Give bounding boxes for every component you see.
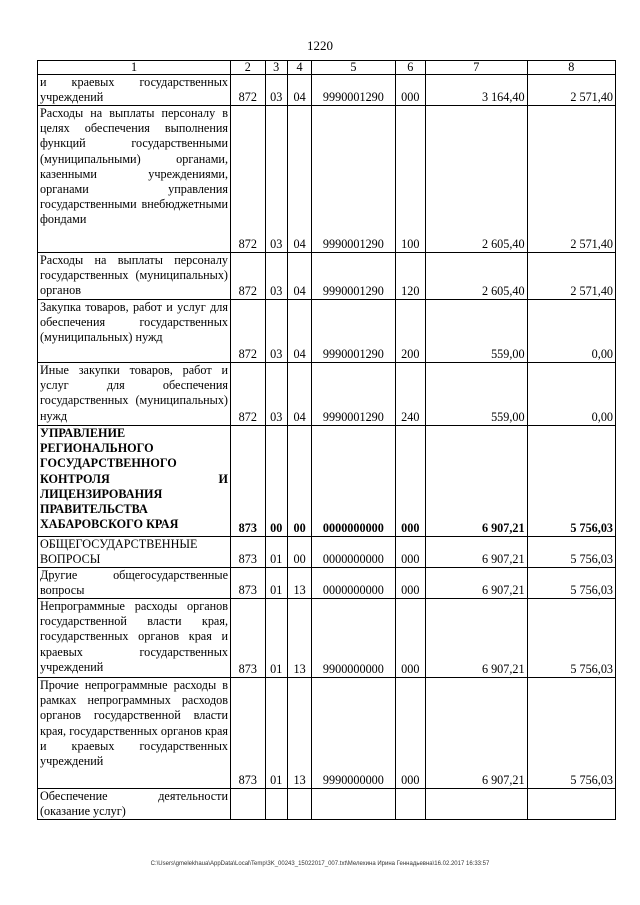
amount-plan: 559,00 xyxy=(426,363,528,426)
ministry-code: 872 xyxy=(231,253,266,300)
target-article-code: 9990001290 xyxy=(312,253,395,300)
section-code: 03 xyxy=(265,300,287,363)
table-row xyxy=(38,300,616,363)
table-row xyxy=(38,678,616,789)
section-code: 01 xyxy=(265,599,287,678)
expense-type-code: 120 xyxy=(395,253,425,300)
table-row xyxy=(38,789,616,820)
header-cell: 5 xyxy=(312,61,395,75)
target-article-code: 0000000000 xyxy=(312,537,395,568)
expense-type-code: 100 xyxy=(395,106,425,253)
table-row xyxy=(38,599,616,678)
header-cell: 7 xyxy=(426,61,528,75)
target-article-code: 9990001290 xyxy=(312,75,395,106)
row-name: Прочие непрограммные расходы в рамках непрограммных расходов органов государственной власти края, государственных органов края и краевых государственных учреждений xyxy=(38,678,231,789)
ministry-code: 872 xyxy=(231,363,266,426)
target-article-code: 9900000000 xyxy=(312,599,395,678)
amount-actual: 2 571,40 xyxy=(527,106,615,253)
ministry-code: 873 xyxy=(231,568,266,599)
section-code: 01 xyxy=(265,568,287,599)
section-code: 00 xyxy=(265,426,287,537)
header-cell: 3 xyxy=(265,61,287,75)
amount-plan: 3 164,40 xyxy=(426,75,528,106)
table-row xyxy=(38,537,616,568)
amount-actual: 5 756,03 xyxy=(527,568,615,599)
row-name: Непрограммные расходы органов государственной власти края, государственных органов края и краевых государственных учреждений xyxy=(38,599,231,678)
subsection-code: 04 xyxy=(287,75,311,106)
subsection-code: 13 xyxy=(287,599,311,678)
amount-actual xyxy=(527,789,615,820)
expense-type-code: 240 xyxy=(395,363,425,426)
row-name: Обеспечение деятельности (оказание услуг) xyxy=(38,789,231,820)
ministry-code: 873 xyxy=(231,426,266,537)
ministry-code: 873 xyxy=(231,599,266,678)
table-row xyxy=(38,253,616,300)
row-name: Иные закупки товаров, работ и услуг для обеспечения государственных (муниципальных) нужд xyxy=(38,363,231,426)
target-article-code: 9990001290 xyxy=(312,363,395,426)
row-name: и краевых государственных учреждений xyxy=(38,75,231,106)
row-name: ОБЩЕГОСУДАРСТВЕННЫЕ ВОПРОСЫ xyxy=(38,537,231,568)
ministry-code: 872 xyxy=(231,106,266,253)
amount-plan: 559,00 xyxy=(426,300,528,363)
ministry-code: 873 xyxy=(231,537,266,568)
ministry-code xyxy=(231,789,266,820)
amount-actual: 5 756,03 xyxy=(527,678,615,789)
amount-actual: 0,00 xyxy=(527,363,615,426)
expense-type-code: 200 xyxy=(395,300,425,363)
table-row xyxy=(38,75,616,106)
expense-type-code: 000 xyxy=(395,426,425,537)
budget-table xyxy=(37,60,616,820)
target-article-code xyxy=(312,789,395,820)
table-row xyxy=(38,568,616,599)
subsection-code: 13 xyxy=(287,678,311,789)
subsection-code: 00 xyxy=(287,426,311,537)
table-row xyxy=(38,106,616,253)
section-code: 03 xyxy=(265,253,287,300)
row-name: Другие общегосударственные вопросы xyxy=(38,568,231,599)
header-cell: 6 xyxy=(395,61,425,75)
expense-type-code: 000 xyxy=(395,568,425,599)
header-cell: 4 xyxy=(287,61,311,75)
amount-actual: 5 756,03 xyxy=(527,426,615,537)
page-number: 1220 xyxy=(307,38,333,53)
row-name: Расходы на выплаты персоналу в целях обеспечения выполнения функций государственными (муниципальными) органами, казенными учреждениями, органами управления государственными внебюджетными фондами xyxy=(38,106,231,253)
ministry-code: 872 xyxy=(231,300,266,363)
expense-type-code: 000 xyxy=(395,599,425,678)
ministry-code: 873 xyxy=(231,678,266,789)
amount-actual: 2 571,40 xyxy=(527,253,615,300)
amount-plan xyxy=(426,789,528,820)
file-path-footer: C:\Users\gmelekhaua\AppData\Local\Temp\3K_00243_15022017_007.txt\Мелехина Ирина Геннадьевна\16.02.2017 16:33:57 xyxy=(150,861,490,867)
header-cell: 1 xyxy=(38,61,231,75)
target-article-code: 9990001290 xyxy=(312,300,395,363)
amount-actual: 2 571,40 xyxy=(527,75,615,106)
amount-plan: 6 907,21 xyxy=(426,568,528,599)
subsection-code: 04 xyxy=(287,253,311,300)
section-code: 03 xyxy=(265,75,287,106)
ministry-code: 872 xyxy=(231,75,266,106)
subsection-code: 13 xyxy=(287,568,311,599)
section-code xyxy=(265,789,287,820)
amount-plan: 6 907,21 xyxy=(426,678,528,789)
section-code: 03 xyxy=(265,106,287,253)
expense-type-code xyxy=(395,789,425,820)
expense-type-code: 000 xyxy=(395,537,425,568)
row-name: Закупка товаров, работ и услуг для обеспечения государственных (муниципальных) нужд xyxy=(38,300,231,363)
subsection-code xyxy=(287,789,311,820)
expense-type-code: 000 xyxy=(395,678,425,789)
section-code: 01 xyxy=(265,537,287,568)
target-article-code: 9990000000 xyxy=(312,678,395,789)
table-row xyxy=(38,426,616,537)
section-code: 03 xyxy=(265,363,287,426)
header-cell: 8 xyxy=(527,61,615,75)
amount-plan: 2 605,40 xyxy=(426,253,528,300)
table-row xyxy=(38,363,616,426)
section-code: 01 xyxy=(265,678,287,789)
amount-plan: 6 907,21 xyxy=(426,426,528,537)
amount-plan: 6 907,21 xyxy=(426,537,528,568)
subsection-code: 04 xyxy=(287,300,311,363)
amount-actual: 5 756,03 xyxy=(527,537,615,568)
subsection-code: 04 xyxy=(287,106,311,253)
target-article-code: 0000000000 xyxy=(312,426,395,537)
amount-actual: 0,00 xyxy=(527,300,615,363)
amount-actual: 5 756,03 xyxy=(527,599,615,678)
subsection-code: 00 xyxy=(287,537,311,568)
row-name: УПРАВЛЕНИЕ РЕГИОНАЛЬНОГО ГОСУДАРСТВЕННОГО КОНТРОЛЯ И ЛИЦЕНЗИРОВАНИЯ ПРАВИТЕЛЬСТВА ХАБАРОВСКОГО КРАЯ xyxy=(38,426,231,537)
amount-plan: 2 605,40 xyxy=(426,106,528,253)
expense-type-code: 000 xyxy=(395,75,425,106)
subsection-code: 04 xyxy=(287,363,311,426)
header-row xyxy=(38,61,616,75)
target-article-code: 0000000000 xyxy=(312,568,395,599)
row-name: Расходы на выплаты персоналу государственных (муниципальных) органов xyxy=(38,253,231,300)
target-article-code: 9990001290 xyxy=(312,106,395,253)
header-cell: 2 xyxy=(231,61,266,75)
amount-plan: 6 907,21 xyxy=(426,599,528,678)
